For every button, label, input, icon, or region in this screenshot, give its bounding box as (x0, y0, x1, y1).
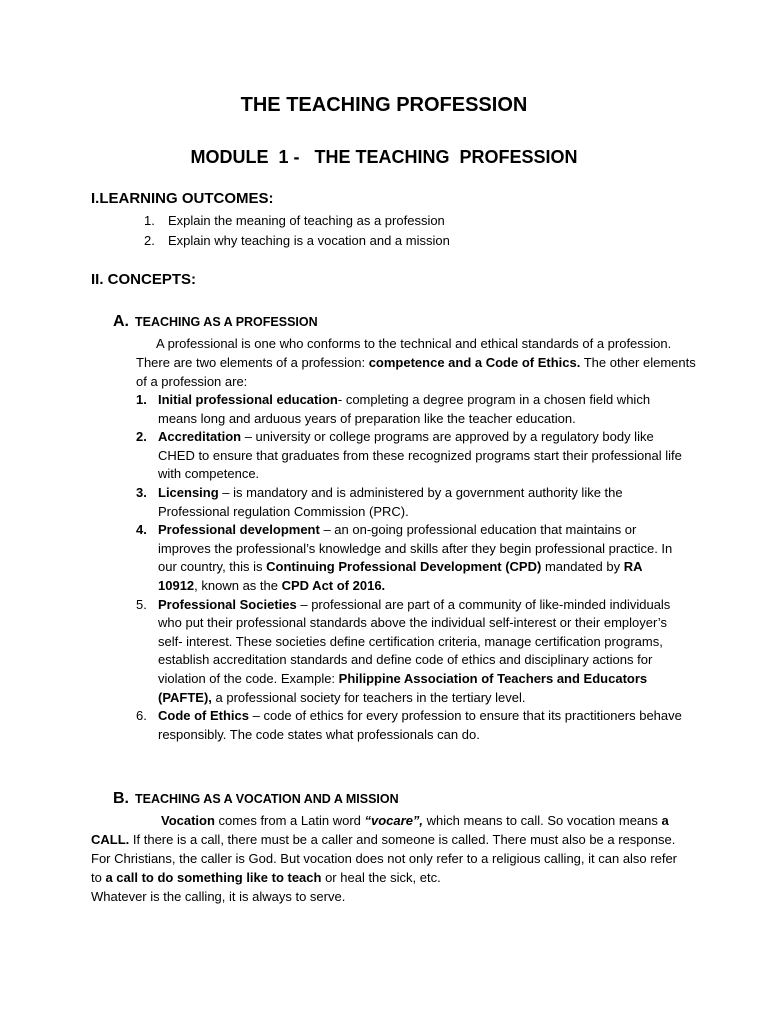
concepts-heading: II. CONCEPTS: (91, 271, 197, 288)
list-item: 5. Professional Societies – professional are part of a community of like-minded individuals who put their professional standards above the individual self-interest or their employer’s self- interest. These societies define certification criteria, manage certification programs, establish accreditation standards and define code of ethics and disciplinary actions for violation of the code. Example: Philippine Association of Teachers and Educators (PAFTE), a professional society for teachers in the tertiary level. (136, 596, 671, 705)
list-item: 6. Code of Ethics – code of ethics for every profession to ensure that its practitioners behave responsibly. The code states what professionals can do. (136, 708, 682, 742)
section-a-intro: A professional is one who conforms to the technical and ethical standards of a profession. There are two elements of a profession: competence and a Code of Ethics. The other elements of a profession are: (136, 336, 696, 389)
section-b-paragraph: Vocation comes from a Latin word “vocare”, which means to call. So vocation means a CALL. If there is a call, there must be a caller and someone is called. There must also be a response. For Christians, the caller is God. But vocation does not only refer to a religious calling, it can also refer to a call to do something like to teach or heal the sick, etc. Whatever is the calling, it is always to serve. (91, 813, 678, 904)
profession-elements-list (136, 391, 684, 744)
module-title: MODULE 1 - THE TEACHING PROFESSION (190, 147, 578, 167)
section-b-heading: B. TEACHING AS A VOCATION AND A MISSION (113, 790, 399, 807)
list-item: 4. Professional development – an on-going professional education that maintains or improves the professional’s knowledge and skills after they begin professional practice. In our country, this is Continuing Professional Development (CPD) mandated by RA 10912, known as the CPD Act of 2016. (136, 522, 673, 593)
learning-outcomes-list (144, 211, 450, 251)
list-item: 1. Initial professional education- completing a degree program in a chosen field which means long and arduous years of preparation like the teacher education. (136, 392, 651, 426)
list-item: 2. Explain why teaching is a vocation and a mission (144, 233, 450, 248)
learning-outcomes-heading: I.LEARNING OUTCOMES: (91, 190, 274, 207)
list-item: 3. Licensing – is mandatory and is administered by a government authority like the Professional regulation Commission (PRC). (136, 484, 623, 519)
document-title: THE TEACHING PROFESSION (240, 94, 528, 116)
section-a-heading: A. TEACHING AS A PROFESSION (113, 313, 318, 330)
list-item: 1. Explain the meaning of teaching as a profession (144, 213, 445, 228)
list-item: 2. Accreditation – university or college programs are approved by a regulatory body like CHED to ensure that graduates from these recognized programs start their professional life with competence. (136, 429, 682, 482)
